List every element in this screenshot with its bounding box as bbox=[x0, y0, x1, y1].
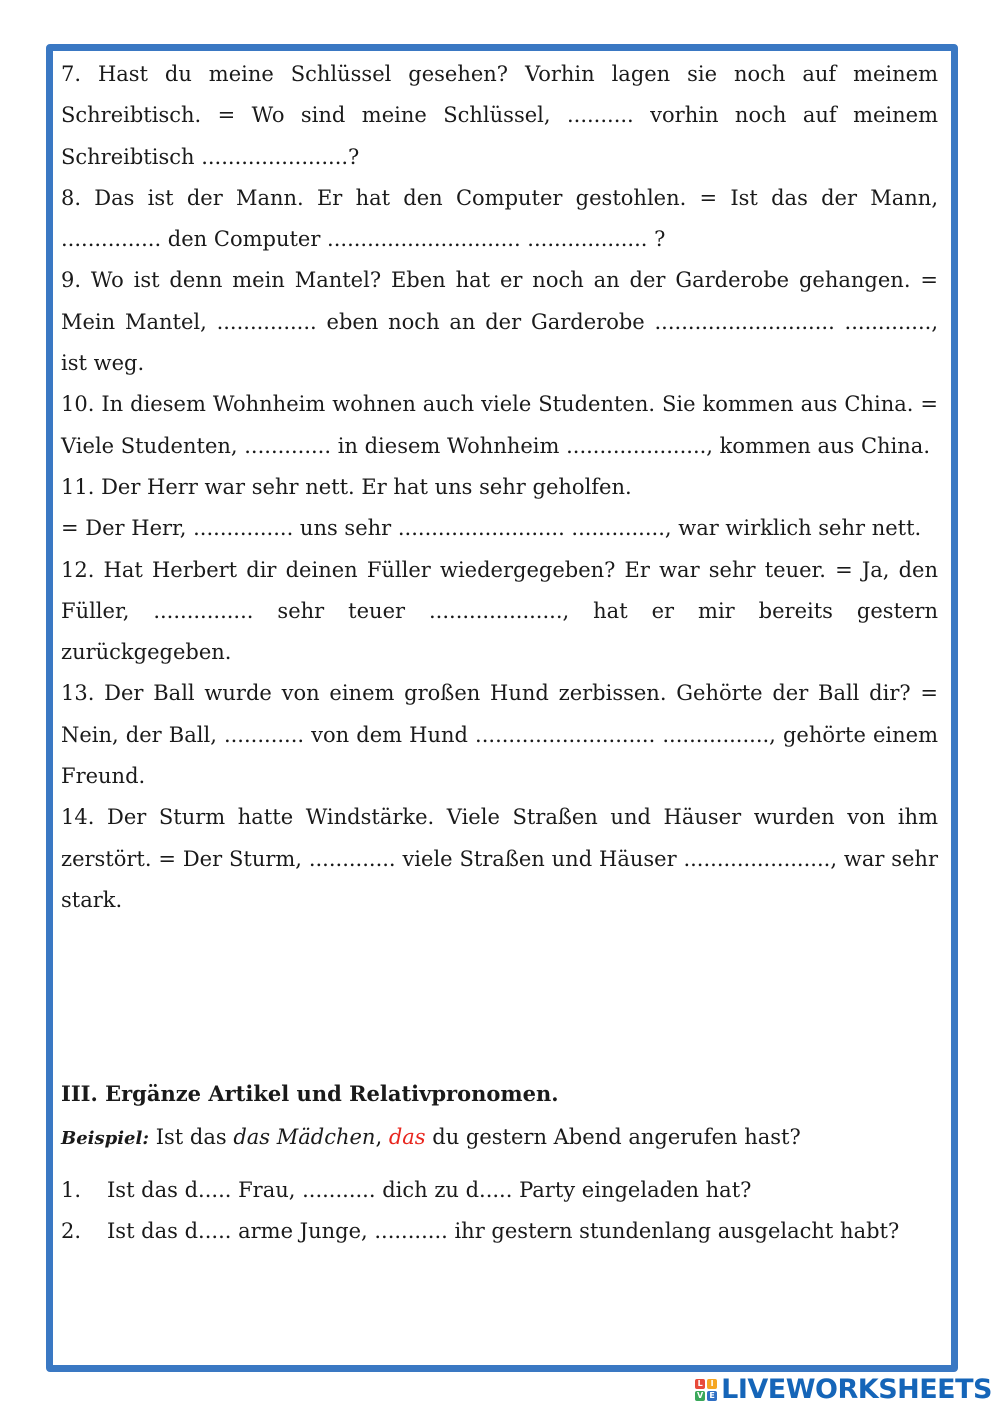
example-part2: du gestern Abend angerufen hast? bbox=[432, 1125, 801, 1149]
example-article: das Mädchen bbox=[233, 1125, 376, 1149]
list-item-number: 2. bbox=[61, 1219, 82, 1244]
logo-letter: E bbox=[707, 1391, 717, 1401]
section-list bbox=[61, 1170, 938, 1253]
list-item bbox=[61, 1170, 938, 1211]
brand-name: LIVEWORKSHEETS bbox=[721, 1374, 992, 1405]
exercise-item-8: 8. Das ist der Mann. Er hat den Computer gestohlen. = Ist das der Mann, ............... den Computer ............................. .................. ? bbox=[61, 185, 938, 252]
exercise-items bbox=[61, 54, 938, 921]
exercise-item-13: 13. Der Ball wurde von einem großen Hund zerbissen. Gehörte der Ball dir? = Nein, der Ball, ............ von dem Hund ........................... ................, gehörte einem Freund. bbox=[61, 681, 938, 789]
exercise-item-11-answer: = Der Herr, ............... uns sehr ......................... .............., war wirklich sehr nett. bbox=[61, 516, 922, 541]
logo-letter: I bbox=[707, 1379, 717, 1389]
logo-letter: V bbox=[697, 1391, 704, 1400]
example-comma: , bbox=[375, 1125, 383, 1149]
list-item-text: Ist das d..... Frau, ........... dich zu d..... Party eingeladen hat? bbox=[107, 1178, 752, 1202]
logo-icon bbox=[695, 1379, 717, 1401]
example-part1: Ist das bbox=[155, 1125, 227, 1149]
example-pronoun: das bbox=[388, 1125, 426, 1149]
list-item-number: 1. bbox=[61, 1178, 82, 1202]
exercise-item-12: 12. Hat Herbert dir deinen Füller wiedergegeben? Er war sehr teuer. = Ja, den Füller, ............... sehr teuer ...................., hat er mir bereits gestern zurückgegeben. bbox=[61, 557, 938, 665]
example-label: Beispiel: bbox=[61, 1128, 149, 1149]
exercise-item-11-question: 11. Der Herr war sehr nett. Er hat uns sehr geholfen. bbox=[61, 474, 632, 499]
list-item-text: Ist das d..... arme Junge, ........... ihr gestern stundenlang ausgelacht habt? bbox=[107, 1219, 900, 1244]
section-heading: III. Ergänze Artikel und Relativpronomen. bbox=[61, 1081, 559, 1106]
logo-letter: L bbox=[695, 1379, 705, 1389]
exercise-item-10: 10. In diesem Wohnheim wohnen auch viele Studenten. Sie kommen aus China. = Viele Studenten, ............. in diesem Wohnheim ....................., kommen aus China. bbox=[61, 392, 938, 458]
example-sentence bbox=[61, 1119, 938, 1157]
exercise-item-7: 7. Hast du meine Schlüssel gesehen? Vorhin lagen sie noch auf meinem Schreibtisch. = Wo sind meine Schlüssel, .......... vorhin noch auf meinem Schreibtisch ......................? bbox=[61, 62, 938, 169]
list-item bbox=[61, 1211, 938, 1252]
exercise-item-9: 9. Wo ist denn mein Mantel? Eben hat er noch an der Garderobe gehangen. = Mein Mantel, ............... eben noch an der Garderobe ........................... ............., ist weg. bbox=[61, 268, 938, 376]
exercise-item-14: 14. Der Sturm hatte Windstärke. Viele Straßen und Häuser wurden von ihm zerstört. = Der Sturm, ............. viele Straßen und Häuser ......................, war sehr stark. bbox=[61, 805, 938, 912]
liveworksheets-logo bbox=[695, 1374, 992, 1405]
